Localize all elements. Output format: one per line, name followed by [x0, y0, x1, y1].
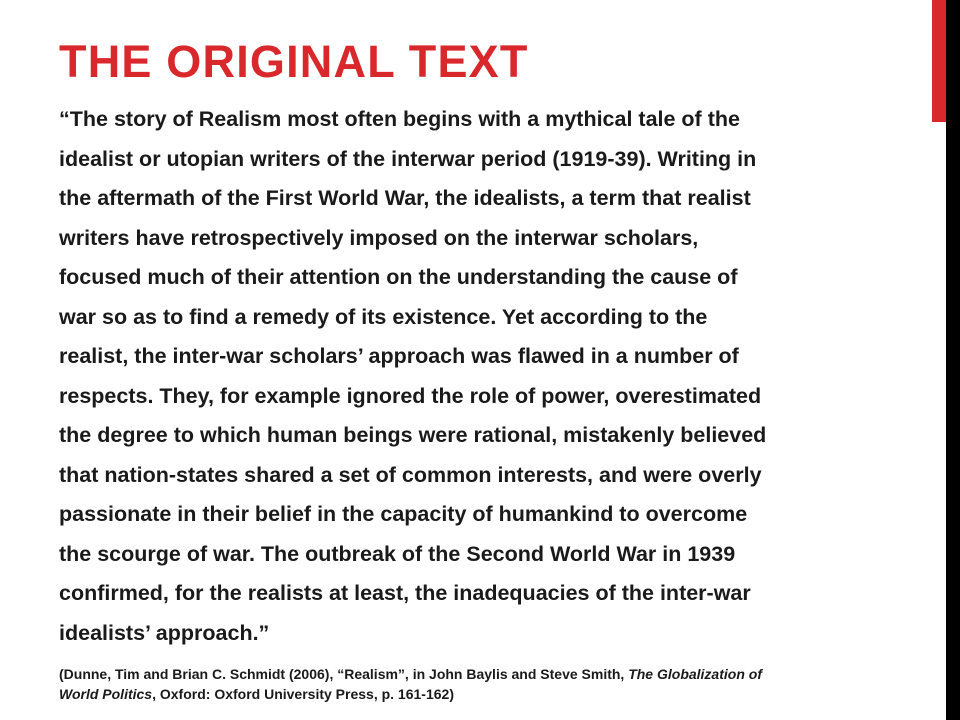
citation-book-title: The Globalization of: [628, 666, 762, 682]
citation-text: , Oxford: Oxford University Press, p. 161-162): [152, 686, 454, 702]
quote-line: “The story of Realism most often begins with a mythical tale of the: [59, 107, 740, 131]
quote-line: realist, the inter-war scholars’ approach was flawed in a number of: [59, 344, 739, 368]
quote-line: the scourge of war. The outbreak of the Second World War in 1939: [59, 541, 736, 566]
quote-block: [59, 100, 899, 653]
quote-line: passionate in their belief in the capacity of humankind to overcome: [59, 502, 748, 526]
quote-line: respects. They, for example ignored the role of power, overestimated: [59, 383, 762, 408]
accent-bar-red: [932, 0, 946, 122]
quote-line: the aftermath of the First World War, the idealists, a term that realist: [59, 186, 751, 210]
citation-text: (Dunne, Tim and Brian C. Schmidt (2006), “Realism”, in John Baylis and Steve Smith,: [59, 666, 629, 682]
citation: [59, 664, 889, 704]
citation-line: [59, 664, 889, 684]
quote-line: war so as to find a remedy of its existence. Yet according to the: [59, 304, 708, 329]
quote-line: writers have retrospectively imposed on the interwar scholars,: [59, 225, 699, 250]
quote-line: idealists’ approach.”: [59, 620, 270, 645]
accent-bar-black: [946, 0, 960, 720]
quote-line: that nation-states shared a set of common interests, and were overly: [59, 462, 762, 487]
citation-book-title: World Politics: [59, 686, 153, 702]
citation-line: [59, 684, 889, 704]
quote-line: confirmed, for the realists at least, the inadequacies of the inter-war: [59, 581, 751, 605]
slide-title: THE ORIGINAL TEXT: [59, 36, 529, 87]
quote-line: focused much of their attention on the understanding the cause of: [59, 265, 738, 289]
quote-line: the degree to which human beings were rational, mistakenly believed: [59, 423, 767, 447]
quote-line: idealist or utopian writers of the interwar period (1919-39). Writing in: [59, 146, 757, 171]
